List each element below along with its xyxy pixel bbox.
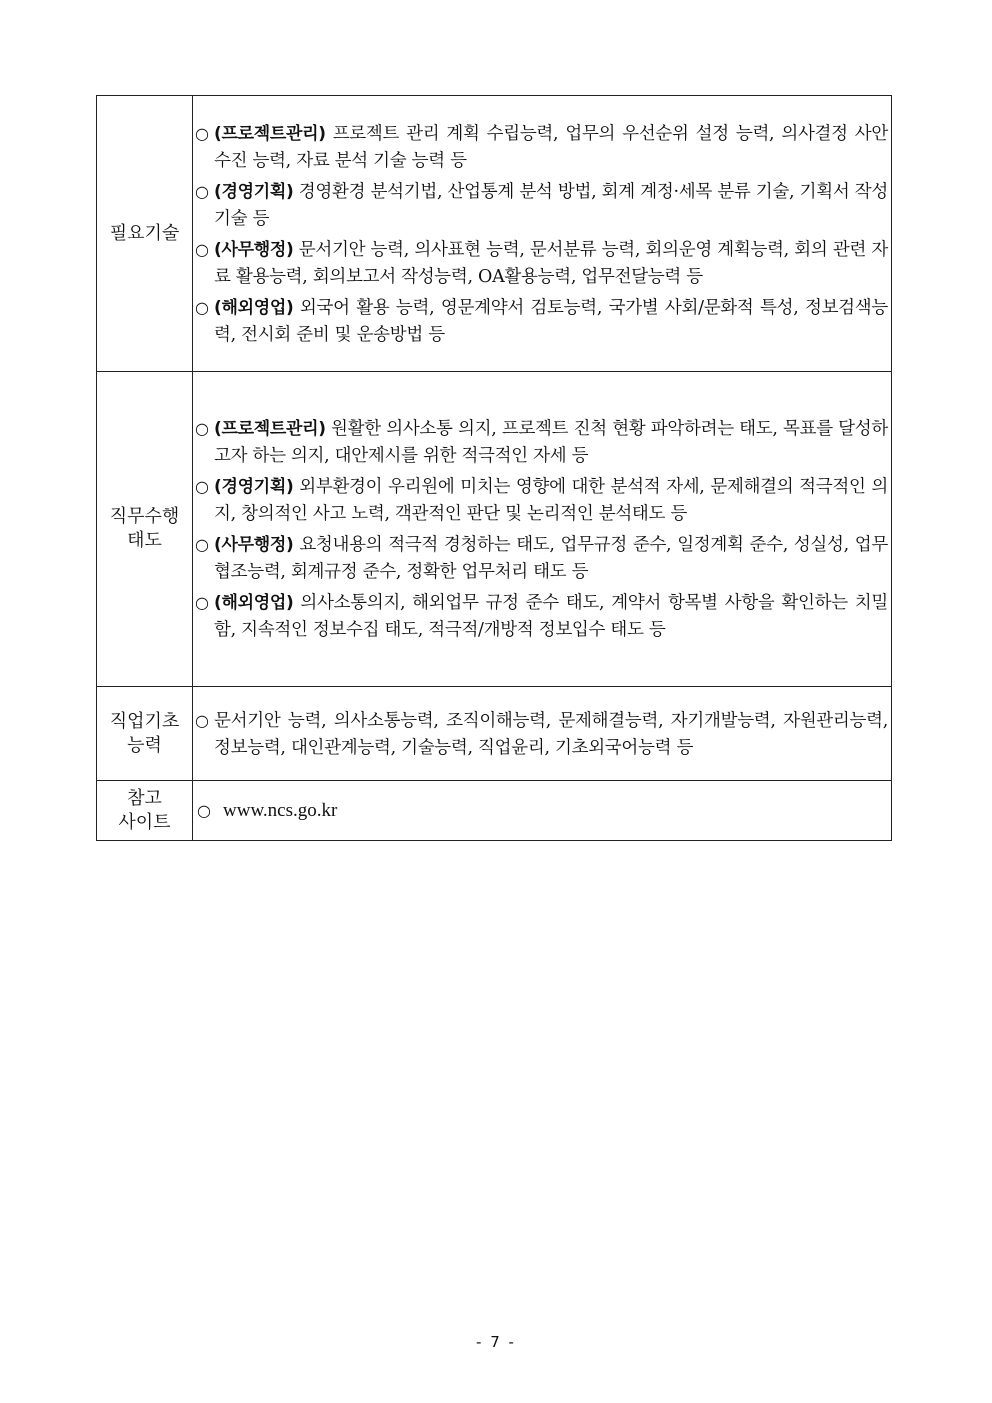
item-text: 원활한 의사소통 의지, 프로젝트 진척 현황 파악하려는 태도, 목표를 달성하고자 하는 의지, 대안제시를 위한 적극적인 자세 등 [214, 419, 888, 466]
content-basic-competencies [193, 687, 892, 781]
item-title: (사무행정) [214, 239, 294, 260]
list-item [195, 473, 888, 528]
content-reference-site [193, 781, 892, 841]
header-label: 사이트 [118, 811, 171, 833]
circle-bullet-icon: ○ [195, 181, 209, 201]
item-text: 문서기안 능력, 의사소통능력, 조직이해능력, 문제해결능력, 자기개발능력, 자원관리능력, 정보능력, 대인관계능력, 기술능력, 직업윤리, 기초외국어능력 등 [214, 710, 888, 758]
circle-bullet-icon: ○ [195, 593, 209, 612]
header-job-attitude [97, 372, 193, 687]
header-required-skills [97, 96, 193, 372]
header-label: 참고 [127, 787, 162, 809]
header-label: 태도 [127, 530, 162, 551]
item-text: 요청내용의 적극적 경청하는 태도, 업무규정 준수, 일정계획 준수, 성실성, 업무협조능력, 회계규정 준수, 정확한 업무처리 태도 등 [214, 535, 888, 582]
item-text: 외부환경이 우리원에 미치는 영향에 대한 분석적 자세, 문제해결의 적극적인 의지, 창의적인 사고 노력, 객관적인 판단 및 논리적인 분석태도 등 [214, 477, 888, 524]
header-label: 능력 [127, 734, 162, 756]
content-job-attitude [193, 372, 892, 687]
item-title: (프로젝트관리) [214, 419, 326, 439]
header-reference-site [97, 781, 193, 841]
list-item [195, 415, 888, 470]
list-item [195, 707, 888, 762]
header-label: 직무수행 [109, 506, 180, 527]
circle-bullet-icon: ○ [195, 710, 209, 730]
circle-bullet-icon: ○ [195, 477, 209, 496]
circle-bullet-icon: ○ [195, 297, 209, 317]
header-label: 직업기초 [109, 710, 180, 732]
list-item [195, 120, 888, 175]
item-title: (경영기획) [214, 477, 294, 497]
item-title: (해외영업) [214, 593, 294, 613]
list-item [195, 178, 888, 233]
circle-bullet-icon: ○ [195, 123, 209, 143]
item-text: 문서기안 능력, 의사표현 능력, 문서분류 능력, 회의운영 계획능력, 회의 관련 자료 활용능력, 회의보고서 작성능력, OA활용능력, 업무전달능력 등 [214, 239, 888, 287]
item-text: 프로젝트 관리 계획 수립능력, 업무의 우선순위 설정 능력, 의사결정 사안 수진 능력, 자료 분석 기술 능력 등 [214, 123, 888, 171]
item-title: (해외영업) [214, 297, 294, 318]
list-item [195, 531, 888, 586]
item-title: (프로젝트관리) [214, 123, 326, 144]
circle-bullet-icon: ○ [195, 535, 209, 554]
item-text: 경영환경 분석기법, 산업통계 분석 방법, 회계 계정·세목 분류 기술, 기획서 작성 기술 등 [214, 181, 888, 229]
header-label: 필요기술 [109, 222, 180, 244]
list-item [195, 236, 888, 291]
reference-url-link[interactable]: www.ncs.go.kr [223, 800, 338, 821]
page-number: - 7 - [476, 1333, 516, 1351]
item-text: 의사소통의지, 해외업무 규정 준수 태도, 계약서 항목별 사항을 확인하는 치밀함, 지속적인 정보수집 태도, 적극적/개방적 정보입수 태도 등 [214, 593, 888, 640]
reference-url-line [195, 796, 888, 826]
item-title: (사무행정) [214, 535, 294, 555]
row-required-skills [97, 96, 892, 372]
circle-bullet-icon: ○ [195, 419, 209, 438]
circle-bullet-icon: ○ [197, 801, 211, 820]
header-basic-competencies [97, 687, 193, 781]
job-description-table [96, 95, 892, 841]
circle-bullet-icon: ○ [195, 239, 209, 259]
item-title: (경영기획) [214, 181, 294, 202]
row-basic-competencies [97, 687, 892, 781]
row-job-attitude [97, 372, 892, 687]
item-text: 외국어 활용 능력, 영문계약서 검토능력, 국가별 사회/문화적 특성, 정보검색능력, 전시회 준비 및 운송방법 등 [214, 297, 888, 345]
list-item [195, 294, 888, 349]
list-item [195, 589, 888, 644]
row-reference-site [97, 781, 892, 841]
content-required-skills [193, 96, 892, 372]
